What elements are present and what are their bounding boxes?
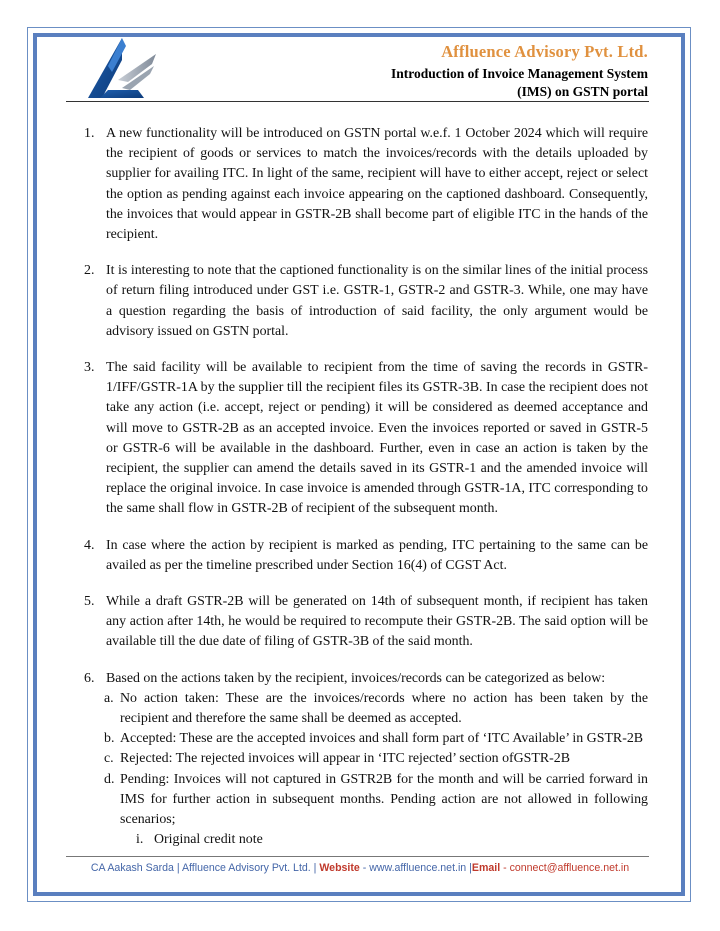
list-number: 3.: [84, 360, 95, 376]
sub-list-text: Rejected: The rejected invoices will appear in ‘ITC rejected’ section ofGSTR-2B: [120, 751, 570, 767]
page-footer: [0, 862, 720, 874]
list-text: Based on the actions taken by the recipient, invoices/records can be categorized as below:: [106, 670, 606, 686]
list-text: While a draft GSTR-2B will be generated on 14th of subsequent month, if recipient has taken any action after 14th, he would be required to recompute their GSTR-2B. The said option will be available till the due date of filing of GSTR-3B of the said month.: [106, 594, 648, 650]
sub-list-letter: d.: [104, 771, 115, 787]
list-text: It is interesting to note that the captioned functionality is on the similar lines of the initial process of return filing introduced under GST i.e. GSTR-1, GSTR-2 and GSTR-3. While, one may have a question regarding the basis of introduction of said facility, the only argument would be advisory issued on GSTN portal.: [106, 263, 648, 339]
list-item: [84, 261, 648, 342]
list-number: 1.: [84, 126, 95, 141]
document-title-line-2: (IMS) on GSTN portal: [517, 84, 648, 99]
sub-list-letter: c.: [104, 751, 114, 767]
footer-website-label: Website: [319, 862, 360, 874]
list-item: [84, 592, 648, 653]
sub-list-text: No action taken: These are the invoices/records where no action has been taken by the recipient and therefore the same shall be deemed as accepted.: [120, 690, 648, 727]
footer-divider: [66, 856, 649, 857]
header-divider: [66, 101, 649, 102]
list-number: 5.: [84, 594, 95, 610]
affluence-logo-icon: [82, 36, 162, 104]
sub-list-item: [84, 749, 648, 769]
list-text: In case where the action by recipient is marked as pending, ITC pertaining to the same can be availed as per the timeline prescribed under Section 16(4) of CGST Act.: [106, 537, 648, 573]
sub-sub-list-item: [84, 830, 648, 850]
footer-email-link[interactable]: - connect@affluence.net.in: [500, 862, 630, 874]
list-text: The said facility will be available to recipient from the time of saving the records in GSTR-1/IFF/GSTR-1A by the supplier till the recipient files its GSTR-3B. In case the recipient does not take any action (i.e. accept, reject or pending) it will be considered as deemed acceptance and will move to GSTR-2B as an accepted invoice. Even the invoices reported or saved in GSTR-5 or GSTR-6 will be available in the dashboard. Further, even in case an action is taken by the recipient, the supplier can amend the details saved in its GSTR-1 and the amended invoice will replace the original invoice. In case invoice is amended through GSTR-1A, ITC corresponding to the same shall flow in GSTR-2B of recipient of the subsequent month.: [106, 360, 648, 517]
document-title-line-1: Introduction of Invoice Management System: [391, 66, 648, 81]
sub-sub-list-text: Original credit note: [154, 832, 263, 848]
list-item: [84, 358, 648, 520]
sub-list-letter: a.: [104, 690, 114, 706]
footer-author: CA Aakash Sarda | Affluence Advisory Pvt. Ltd. |: [90, 862, 320, 874]
sub-list-text: Pending: Invoices will not captured in GSTR2B for the month and will be carried forward in IMS for further action in subsequent months. Pending action are not allowed in following scenarios;: [120, 771, 648, 828]
document-body: [84, 124, 648, 851]
sub-list-item: [84, 729, 648, 749]
sub-list-item: [84, 689, 648, 729]
sub-list-item: [84, 770, 648, 831]
footer-email-label: Email: [471, 862, 501, 874]
list-number: 2.: [84, 263, 95, 279]
footer-website-link[interactable]: - www.affluence.net.in |: [359, 862, 472, 874]
sub-list-text: Accepted: These are the accepted invoices and shall form part of ‘ITC Available’ in GSTR-2B: [120, 731, 644, 747]
list-text: A new functionality will be introduced on GSTN portal w.e.f. 1 October 2024 which will require the recipient of goods or services to match the invoices/records with the details uploaded by supplier for availing ITC. In light of the same, recipient will have to either accept, reject or select the option as pending against each invoice appearing on the captioned dashboard. Consequently, the invoices that would appear in GSTR-2B shall become part of eligible ITC in the hands of the recipient.: [106, 126, 648, 243]
list-number: 6.: [84, 670, 95, 686]
company-name: Affluence Advisory Pvt. Ltd.: [441, 42, 648, 61]
list-item: [84, 124, 648, 245]
list-item: [84, 536, 648, 576]
sub-list-letter: b.: [104, 731, 115, 747]
list-item: [84, 669, 648, 689]
sub-sub-list-numeral: i.: [136, 832, 144, 848]
list-number: 4.: [84, 537, 95, 553]
